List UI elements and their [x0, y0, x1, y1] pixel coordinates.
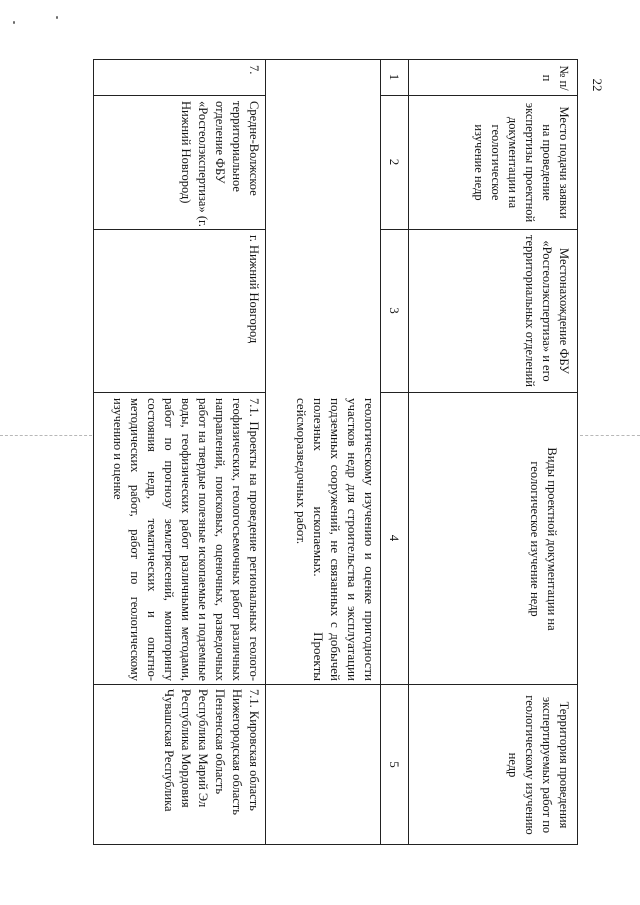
fold-line [0, 435, 92, 436]
territory-line: Республика Марий Эл [196, 689, 210, 808]
row-location: г. Нижний Новгород [247, 235, 261, 344]
header-location: Местонахождение ФБУ «Росгеолэкспертиза» и его территориальных отделений [523, 235, 571, 387]
row-place: Средне-Волжское территориальное отделение ФБУ «Росгеолэкспертиза» (г. Нижний Новгород) [179, 101, 261, 227]
header-territory: Территория проведения экспертируемых работ по геологическому изучению недр [506, 695, 571, 835]
row-divider [265, 59, 266, 845]
column-divider [93, 392, 266, 393]
column-divider [93, 229, 266, 230]
column-number: 1 [387, 73, 403, 81]
territory-line: 7.1. Кировская область [247, 689, 261, 811]
column-number: 4 [387, 534, 403, 542]
scan-speck [56, 16, 58, 19]
column-divider [93, 95, 266, 96]
territory-line: Нижегородская область [230, 689, 244, 815]
column-divider [381, 392, 578, 393]
header-types: Виды проектной документации на геологическое изучение недр [528, 447, 559, 631]
continuation-types: геологическому изучению и оценке пригодности участков недр для строительства и эксплуатации подземных сооружений, не связанных с добычей полезных ископаемых. Проекты сейсморазведочных работ. [294, 398, 377, 681]
column-divider [381, 95, 578, 96]
fold-line [580, 435, 640, 436]
column-number: 3 [387, 307, 403, 314]
column-divider [93, 684, 578, 685]
territory-line: Чувашская Республика [162, 689, 176, 812]
rotated-table [93, 59, 578, 845]
scan-speck [13, 21, 15, 24]
header-place: Место подачи заявки на проведение экспертизы проектной документации на геологическое изучение недр [472, 102, 571, 223]
column-divider [381, 229, 578, 230]
territory-line: Пензенская область [213, 689, 227, 795]
row-number: 7. [247, 65, 261, 75]
row-territory [96, 689, 262, 843]
column-number: 2 [387, 158, 403, 166]
page-number: 22 [590, 78, 605, 92]
row-types: 7.1. Проекты на проведение региональных геолого-геофизических, геологосъемочных работ различных направлений, поисковых, оценочных, разведочных работ на твердые полезные ископаемые и подземные воды, геофизических работ различными методами, работ по прогнозу землетрясений, мониторингу состояния недр, тематических и опытно-методических работ, работ по геологическому изучению и оценке [111, 398, 261, 681]
territory-line: Республика Мордовия [179, 689, 193, 808]
header-num: № п/п [540, 65, 571, 91]
column-number: 5 [387, 761, 403, 768]
